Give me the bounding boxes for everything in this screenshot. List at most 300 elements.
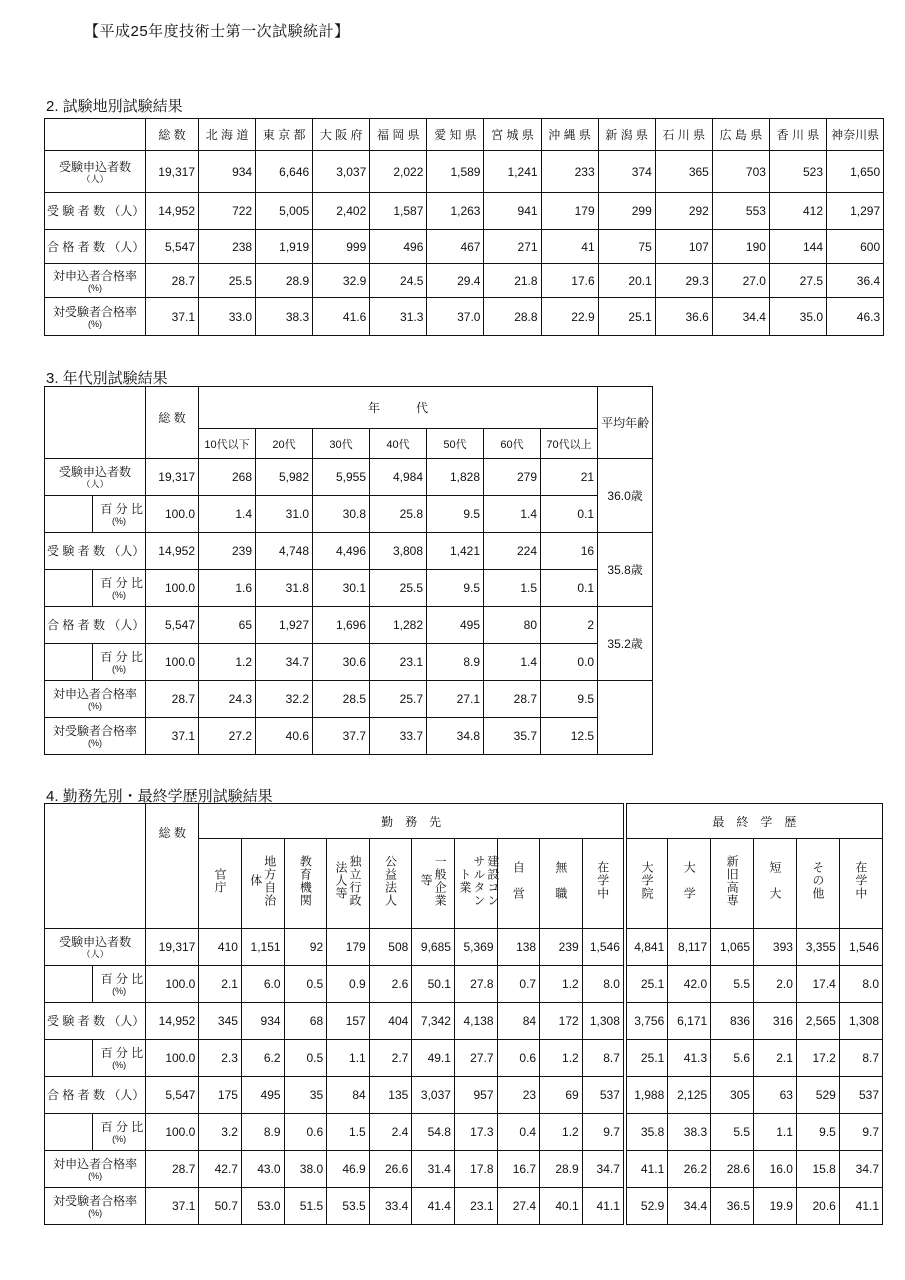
age-group-header: 年 代 bbox=[199, 387, 598, 429]
percent-row bbox=[45, 570, 653, 607]
value-cell: 5.6 bbox=[711, 1040, 754, 1077]
value-cell: 393 bbox=[754, 929, 797, 966]
value-cell: 1,927 bbox=[256, 607, 313, 644]
value-cell: 836 bbox=[711, 1003, 754, 1040]
value-cell: 36.5 bbox=[711, 1188, 754, 1225]
column-header: 石 川 県 bbox=[655, 119, 712, 151]
value-cell: 1,065 bbox=[711, 929, 754, 966]
value-cell: 0.9 bbox=[327, 966, 370, 1003]
value-cell: 224 bbox=[484, 533, 541, 570]
value-cell: 46.9 bbox=[327, 1151, 370, 1188]
header-row bbox=[45, 119, 884, 151]
document-title: 【平成25年度技術士第一次試験統計】 bbox=[84, 23, 350, 40]
average-age-cell: 35.2歳 bbox=[598, 607, 653, 681]
value-cell: 157 bbox=[327, 1003, 370, 1040]
value-cell: 1,308 bbox=[839, 1003, 882, 1040]
value-cell: 600 bbox=[827, 230, 884, 264]
value-cell: 75 bbox=[598, 230, 655, 264]
value-cell: 537 bbox=[582, 1077, 625, 1114]
blank-cell bbox=[45, 1040, 93, 1077]
row-label bbox=[45, 681, 146, 718]
age-column-header: 30代 bbox=[313, 429, 370, 459]
value-cell: 5,982 bbox=[256, 459, 313, 496]
value-cell: 2,402 bbox=[313, 193, 370, 230]
value-cell: 24.3 bbox=[199, 681, 256, 718]
percent-label-unit: (%) bbox=[112, 1060, 127, 1070]
value-cell: 1.1 bbox=[327, 1040, 370, 1077]
average-age-cell: 36.0歳 bbox=[598, 459, 653, 533]
value-cell: 35.0 bbox=[769, 298, 826, 336]
education-column-label: その他 bbox=[810, 861, 825, 901]
value-cell: 1.2 bbox=[540, 1114, 583, 1151]
row-label-unit: (%) bbox=[88, 701, 102, 711]
age-column-header: 60代 bbox=[484, 429, 541, 459]
average-age-cell: 35.8歳 bbox=[598, 533, 653, 607]
table-row bbox=[45, 459, 653, 496]
value-cell: 1,587 bbox=[370, 193, 427, 230]
value-cell: 30.8 bbox=[313, 496, 370, 533]
value-cell: 0.5 bbox=[284, 1040, 327, 1077]
value-cell: 19,317 bbox=[146, 151, 199, 193]
column-header: 宮 城 県 bbox=[484, 119, 541, 151]
value-cell: 4,984 bbox=[370, 459, 427, 496]
value-cell: 53.0 bbox=[241, 1188, 284, 1225]
value-cell: 38.3 bbox=[668, 1114, 711, 1151]
value-cell: 100.0 bbox=[146, 966, 199, 1003]
value-cell: 65 bbox=[199, 607, 256, 644]
value-cell: 52.9 bbox=[625, 1188, 668, 1225]
value-cell: 305 bbox=[711, 1077, 754, 1114]
age-column-header: 40代 bbox=[370, 429, 427, 459]
value-cell: 17.8 bbox=[454, 1151, 497, 1188]
education-header: 最 終 学 歴 bbox=[625, 804, 883, 839]
education-column-header bbox=[839, 839, 882, 929]
percent-label-text: 百 分 比 bbox=[100, 1046, 144, 1060]
value-cell: 28.6 bbox=[711, 1151, 754, 1188]
value-cell: 28.5 bbox=[313, 681, 370, 718]
row-label bbox=[45, 298, 146, 336]
value-cell: 34.8 bbox=[427, 718, 484, 755]
percent-row bbox=[45, 496, 653, 533]
percent-row bbox=[45, 644, 653, 681]
value-cell: 9.7 bbox=[582, 1114, 625, 1151]
age-column-header: 20代 bbox=[256, 429, 313, 459]
table-row bbox=[45, 264, 884, 298]
age-column-header: 70代以上 bbox=[541, 429, 598, 459]
value-cell: 404 bbox=[369, 1003, 412, 1040]
value-cell: 8,117 bbox=[668, 929, 711, 966]
value-cell: 934 bbox=[199, 151, 256, 193]
value-cell: 1.4 bbox=[484, 644, 541, 681]
value-cell: 36.4 bbox=[827, 264, 884, 298]
value-cell: 292 bbox=[655, 193, 712, 230]
value-cell: 17.4 bbox=[796, 966, 839, 1003]
value-cell: 28.7 bbox=[146, 264, 199, 298]
employer-column-label: 自 営 bbox=[511, 861, 526, 901]
value-cell: 28.9 bbox=[540, 1151, 583, 1188]
value-cell: 508 bbox=[369, 929, 412, 966]
value-cell: 233 bbox=[541, 151, 598, 193]
row-label bbox=[45, 607, 146, 644]
value-cell: 16.7 bbox=[497, 1151, 540, 1188]
value-cell: 14,952 bbox=[146, 1003, 199, 1040]
value-cell: 28.7 bbox=[484, 681, 541, 718]
value-cell: 17.3 bbox=[454, 1114, 497, 1151]
value-cell: 144 bbox=[769, 230, 826, 264]
value-cell: 1,263 bbox=[427, 193, 484, 230]
section-4-heading: 4. 勤務先別・最終学歴別試験結果 bbox=[46, 788, 273, 805]
percent-label bbox=[93, 1040, 146, 1077]
age-group-table bbox=[44, 386, 653, 755]
value-cell: 33.7 bbox=[370, 718, 427, 755]
employer-education-table bbox=[44, 803, 883, 1225]
value-cell: 5,547 bbox=[146, 230, 199, 264]
value-cell: 179 bbox=[327, 929, 370, 966]
employer-column-header bbox=[284, 839, 327, 929]
row-label-unit: （人） bbox=[81, 173, 109, 184]
value-cell: 1,988 bbox=[625, 1077, 668, 1114]
value-cell: 25.1 bbox=[598, 298, 655, 336]
value-cell: 15.8 bbox=[796, 1151, 839, 1188]
employer-column-header bbox=[327, 839, 370, 929]
value-cell: 190 bbox=[712, 230, 769, 264]
percent-label-unit: (%) bbox=[112, 516, 126, 526]
value-cell: 46.3 bbox=[827, 298, 884, 336]
value-cell: 92 bbox=[284, 929, 327, 966]
value-cell: 2,022 bbox=[370, 151, 427, 193]
value-cell: 29.3 bbox=[655, 264, 712, 298]
value-cell: 100.0 bbox=[146, 570, 199, 607]
value-cell: 49.1 bbox=[412, 1040, 455, 1077]
value-cell: 37.7 bbox=[313, 718, 370, 755]
rate-row bbox=[45, 1151, 883, 1188]
value-cell: 0.6 bbox=[284, 1114, 327, 1151]
value-cell: 172 bbox=[540, 1003, 583, 1040]
table-row bbox=[45, 298, 884, 336]
blank-cell bbox=[45, 570, 93, 607]
value-cell: 553 bbox=[712, 193, 769, 230]
value-cell: 30.1 bbox=[313, 570, 370, 607]
row-label-text: 対受験者合格率 bbox=[52, 304, 137, 319]
column-header: 香 川 県 bbox=[769, 119, 826, 151]
value-cell: 410 bbox=[199, 929, 242, 966]
value-cell: 26.2 bbox=[668, 1151, 711, 1188]
value-cell: 6,646 bbox=[256, 151, 313, 193]
row-label bbox=[45, 1077, 146, 1114]
total-header: 総 数 bbox=[146, 387, 199, 459]
value-cell: 1,589 bbox=[427, 151, 484, 193]
percent-label-text: 百 分 比 bbox=[100, 1120, 144, 1134]
value-cell: 19,317 bbox=[146, 929, 199, 966]
age-column-header: 50代 bbox=[427, 429, 484, 459]
row-label-text: 受験申込者数 bbox=[59, 935, 132, 949]
row-label-unit: (%) bbox=[88, 318, 102, 329]
table-row bbox=[45, 1077, 883, 1114]
row-label bbox=[45, 193, 146, 230]
blank-cell bbox=[45, 1114, 93, 1151]
value-cell: 8.7 bbox=[839, 1040, 882, 1077]
value-cell: 1.1 bbox=[754, 1114, 797, 1151]
education-column-label: 新旧高専 bbox=[725, 854, 740, 907]
value-cell: 25.5 bbox=[199, 264, 256, 298]
row-label-unit: (%) bbox=[88, 1208, 103, 1218]
value-cell: 100.0 bbox=[146, 1040, 199, 1077]
value-cell: 1,828 bbox=[427, 459, 484, 496]
column-header: 神奈川県 bbox=[827, 119, 884, 151]
value-cell: 1.2 bbox=[199, 644, 256, 681]
table-row bbox=[45, 607, 653, 644]
value-cell: 41.1 bbox=[625, 1151, 668, 1188]
value-cell: 6.0 bbox=[241, 966, 284, 1003]
row-label-text: 受験申込者数 bbox=[58, 465, 131, 479]
value-cell: 2 bbox=[541, 607, 598, 644]
value-cell: 25.1 bbox=[625, 1040, 668, 1077]
value-cell: 722 bbox=[199, 193, 256, 230]
value-cell: 26.6 bbox=[369, 1151, 412, 1188]
value-cell: 84 bbox=[497, 1003, 540, 1040]
header-row bbox=[45, 804, 883, 839]
employer-column-header bbox=[412, 839, 455, 929]
employer-column-header bbox=[199, 839, 242, 929]
exam-location-table bbox=[44, 118, 884, 336]
value-cell: 4,841 bbox=[625, 929, 668, 966]
value-cell: 957 bbox=[454, 1077, 497, 1114]
value-cell: 40.1 bbox=[540, 1188, 583, 1225]
value-cell: 41.4 bbox=[412, 1188, 455, 1225]
value-cell: 25.1 bbox=[625, 966, 668, 1003]
value-cell: 16.0 bbox=[754, 1151, 797, 1188]
value-cell: 4,138 bbox=[454, 1003, 497, 1040]
row-label-unit: （人） bbox=[81, 479, 109, 489]
value-cell: 19.9 bbox=[754, 1188, 797, 1225]
blank-cell bbox=[45, 644, 93, 681]
value-cell: 0.1 bbox=[541, 570, 598, 607]
value-cell: 27.8 bbox=[454, 966, 497, 1003]
value-cell: 179 bbox=[541, 193, 598, 230]
value-cell: 3,808 bbox=[370, 533, 427, 570]
value-cell: 38.3 bbox=[256, 298, 313, 336]
value-cell: 37.0 bbox=[427, 298, 484, 336]
value-cell: 35 bbox=[284, 1077, 327, 1114]
value-cell: 268 bbox=[199, 459, 256, 496]
column-header: 新 潟 県 bbox=[598, 119, 655, 151]
value-cell: 100.0 bbox=[146, 644, 199, 681]
value-cell: 412 bbox=[769, 193, 826, 230]
value-cell: 68 bbox=[284, 1003, 327, 1040]
value-cell: 28.7 bbox=[146, 1151, 199, 1188]
value-cell: 37.1 bbox=[146, 718, 199, 755]
value-cell: 32.9 bbox=[313, 264, 370, 298]
value-cell: 0.0 bbox=[541, 644, 598, 681]
value-cell: 27.0 bbox=[712, 264, 769, 298]
value-cell: 19,317 bbox=[146, 459, 199, 496]
average-age-header: 平均年齢 bbox=[598, 387, 653, 459]
value-cell: 5,005 bbox=[256, 193, 313, 230]
value-cell: 31.3 bbox=[370, 298, 427, 336]
blank-cell bbox=[45, 496, 93, 533]
value-cell: 28.7 bbox=[146, 681, 199, 718]
row-label bbox=[45, 1003, 146, 1040]
value-cell: 2.1 bbox=[199, 966, 242, 1003]
value-cell: 53.5 bbox=[327, 1188, 370, 1225]
value-cell: 1,546 bbox=[582, 929, 625, 966]
row-label bbox=[45, 1188, 146, 1225]
value-cell: 25.7 bbox=[370, 681, 427, 718]
value-cell: 25.5 bbox=[370, 570, 427, 607]
row-label-text: 合 格 者 数 （人） bbox=[47, 239, 145, 254]
value-cell: 34.4 bbox=[668, 1188, 711, 1225]
column-header: 広 島 県 bbox=[712, 119, 769, 151]
value-cell: 1.4 bbox=[484, 496, 541, 533]
value-cell: 14,952 bbox=[146, 533, 199, 570]
blank-cell bbox=[45, 966, 93, 1003]
employer-header: 勤 務 先 bbox=[199, 804, 625, 839]
row-label-unit: (%) bbox=[88, 1171, 103, 1181]
row-label bbox=[45, 533, 146, 570]
value-cell: 5,547 bbox=[146, 1077, 199, 1114]
table-row bbox=[45, 929, 883, 966]
value-cell: 1,650 bbox=[827, 151, 884, 193]
value-cell: 37.1 bbox=[146, 298, 199, 336]
value-cell: 23.1 bbox=[454, 1188, 497, 1225]
row-label-text: 対申込者合格率 bbox=[52, 687, 137, 701]
row-label-text: 受 験 者 数 （人） bbox=[47, 544, 145, 558]
value-cell: 3,756 bbox=[625, 1003, 668, 1040]
value-cell: 27.1 bbox=[427, 681, 484, 718]
value-cell: 345 bbox=[199, 1003, 242, 1040]
column-header: 東 京 都 bbox=[256, 119, 313, 151]
value-cell: 21.8 bbox=[484, 264, 541, 298]
row-label-unit: (%) bbox=[88, 738, 102, 748]
row-label-text: 受験申込者数 bbox=[58, 159, 131, 174]
value-cell: 23.1 bbox=[370, 644, 427, 681]
value-cell: 20.6 bbox=[796, 1188, 839, 1225]
education-column-header bbox=[754, 839, 797, 929]
row-label-text: 受 験 者 数 （人） bbox=[47, 204, 145, 218]
value-cell: 24.5 bbox=[370, 264, 427, 298]
value-cell: 2.1 bbox=[754, 1040, 797, 1077]
value-cell: 1.6 bbox=[199, 570, 256, 607]
percent-row bbox=[45, 966, 883, 1003]
section-2-heading: 2. 試験地別試験結果 bbox=[46, 98, 183, 115]
value-cell: 2.3 bbox=[199, 1040, 242, 1077]
value-cell: 1,696 bbox=[313, 607, 370, 644]
value-cell: 29.4 bbox=[427, 264, 484, 298]
row-label-text: 対申込者合格率 bbox=[52, 268, 137, 283]
value-cell: 523 bbox=[769, 151, 826, 193]
value-cell: 1,297 bbox=[827, 193, 884, 230]
value-cell: 1,151 bbox=[241, 929, 284, 966]
value-cell: 20.1 bbox=[598, 264, 655, 298]
value-cell: 279 bbox=[484, 459, 541, 496]
value-cell: 135 bbox=[369, 1077, 412, 1114]
value-cell: 6,171 bbox=[668, 1003, 711, 1040]
table-row bbox=[45, 230, 884, 264]
percent-row bbox=[45, 1040, 883, 1077]
percent-label bbox=[93, 966, 146, 1003]
value-cell: 12.5 bbox=[541, 718, 598, 755]
rate-row bbox=[45, 1188, 883, 1225]
value-cell: 1,919 bbox=[256, 230, 313, 264]
education-column-header bbox=[711, 839, 754, 929]
value-cell: 529 bbox=[796, 1077, 839, 1114]
value-cell: 467 bbox=[427, 230, 484, 264]
percent-row bbox=[45, 1114, 883, 1151]
value-cell: 365 bbox=[655, 151, 712, 193]
percent-label bbox=[93, 644, 146, 681]
employer-column-label: 独立行政法人等 bbox=[333, 854, 362, 907]
section-3-heading: 3. 年代別試験結果 bbox=[46, 370, 168, 387]
employer-column-label: 建設コンサルタント業 bbox=[457, 854, 500, 907]
value-cell: 2.6 bbox=[369, 966, 412, 1003]
value-cell: 63 bbox=[754, 1077, 797, 1114]
value-cell: 80 bbox=[484, 607, 541, 644]
value-cell: 38.0 bbox=[284, 1151, 327, 1188]
value-cell: 238 bbox=[199, 230, 256, 264]
percent-label-unit: (%) bbox=[112, 1134, 127, 1144]
value-cell: 1.2 bbox=[540, 1040, 583, 1077]
employer-column-header bbox=[582, 839, 625, 929]
value-cell: 34.7 bbox=[839, 1151, 882, 1188]
value-cell: 5,955 bbox=[313, 459, 370, 496]
value-cell: 0.7 bbox=[497, 966, 540, 1003]
value-cell: 3,037 bbox=[412, 1077, 455, 1114]
corner-cell bbox=[45, 387, 146, 459]
value-cell: 17.6 bbox=[541, 264, 598, 298]
row-label bbox=[45, 230, 146, 264]
percent-label-text: 百 分 比 bbox=[100, 650, 143, 664]
value-cell: 28.9 bbox=[256, 264, 313, 298]
row-label bbox=[45, 1151, 146, 1188]
employer-column-header bbox=[540, 839, 583, 929]
value-cell: 6.2 bbox=[241, 1040, 284, 1077]
education-column-header bbox=[796, 839, 839, 929]
value-cell: 50.1 bbox=[412, 966, 455, 1003]
value-cell: 9,685 bbox=[412, 929, 455, 966]
row-label-text: 合 格 者 数 （人） bbox=[47, 618, 145, 632]
corner-cell bbox=[45, 119, 146, 151]
value-cell: 495 bbox=[427, 607, 484, 644]
value-cell: 941 bbox=[484, 193, 541, 230]
value-cell: 27.2 bbox=[199, 718, 256, 755]
table-row bbox=[45, 193, 884, 230]
value-cell: 175 bbox=[199, 1077, 242, 1114]
value-cell: 50.7 bbox=[199, 1188, 242, 1225]
value-cell: 495 bbox=[241, 1077, 284, 1114]
value-cell: 100.0 bbox=[146, 496, 199, 533]
education-column-label: 大 学 bbox=[682, 861, 697, 901]
value-cell: 8.7 bbox=[582, 1040, 625, 1077]
value-cell: 43.0 bbox=[241, 1151, 284, 1188]
value-cell: 31.8 bbox=[256, 570, 313, 607]
value-cell: 9.7 bbox=[839, 1114, 882, 1151]
value-cell: 14,952 bbox=[146, 193, 199, 230]
row-label-text: 合 格 者 数 （人） bbox=[47, 1088, 145, 1102]
table-row bbox=[45, 533, 653, 570]
value-cell: 41.3 bbox=[668, 1040, 711, 1077]
value-cell: 40.6 bbox=[256, 718, 313, 755]
value-cell: 35.8 bbox=[625, 1114, 668, 1151]
column-header: 北 海 道 bbox=[199, 119, 256, 151]
row-label bbox=[45, 264, 146, 298]
percent-label bbox=[93, 570, 146, 607]
education-column-label: 短 大 bbox=[767, 861, 782, 901]
employer-column-header bbox=[497, 839, 540, 929]
value-cell: 28.8 bbox=[484, 298, 541, 336]
value-cell: 2.4 bbox=[369, 1114, 412, 1151]
value-cell: 1,421 bbox=[427, 533, 484, 570]
row-label bbox=[45, 929, 146, 966]
